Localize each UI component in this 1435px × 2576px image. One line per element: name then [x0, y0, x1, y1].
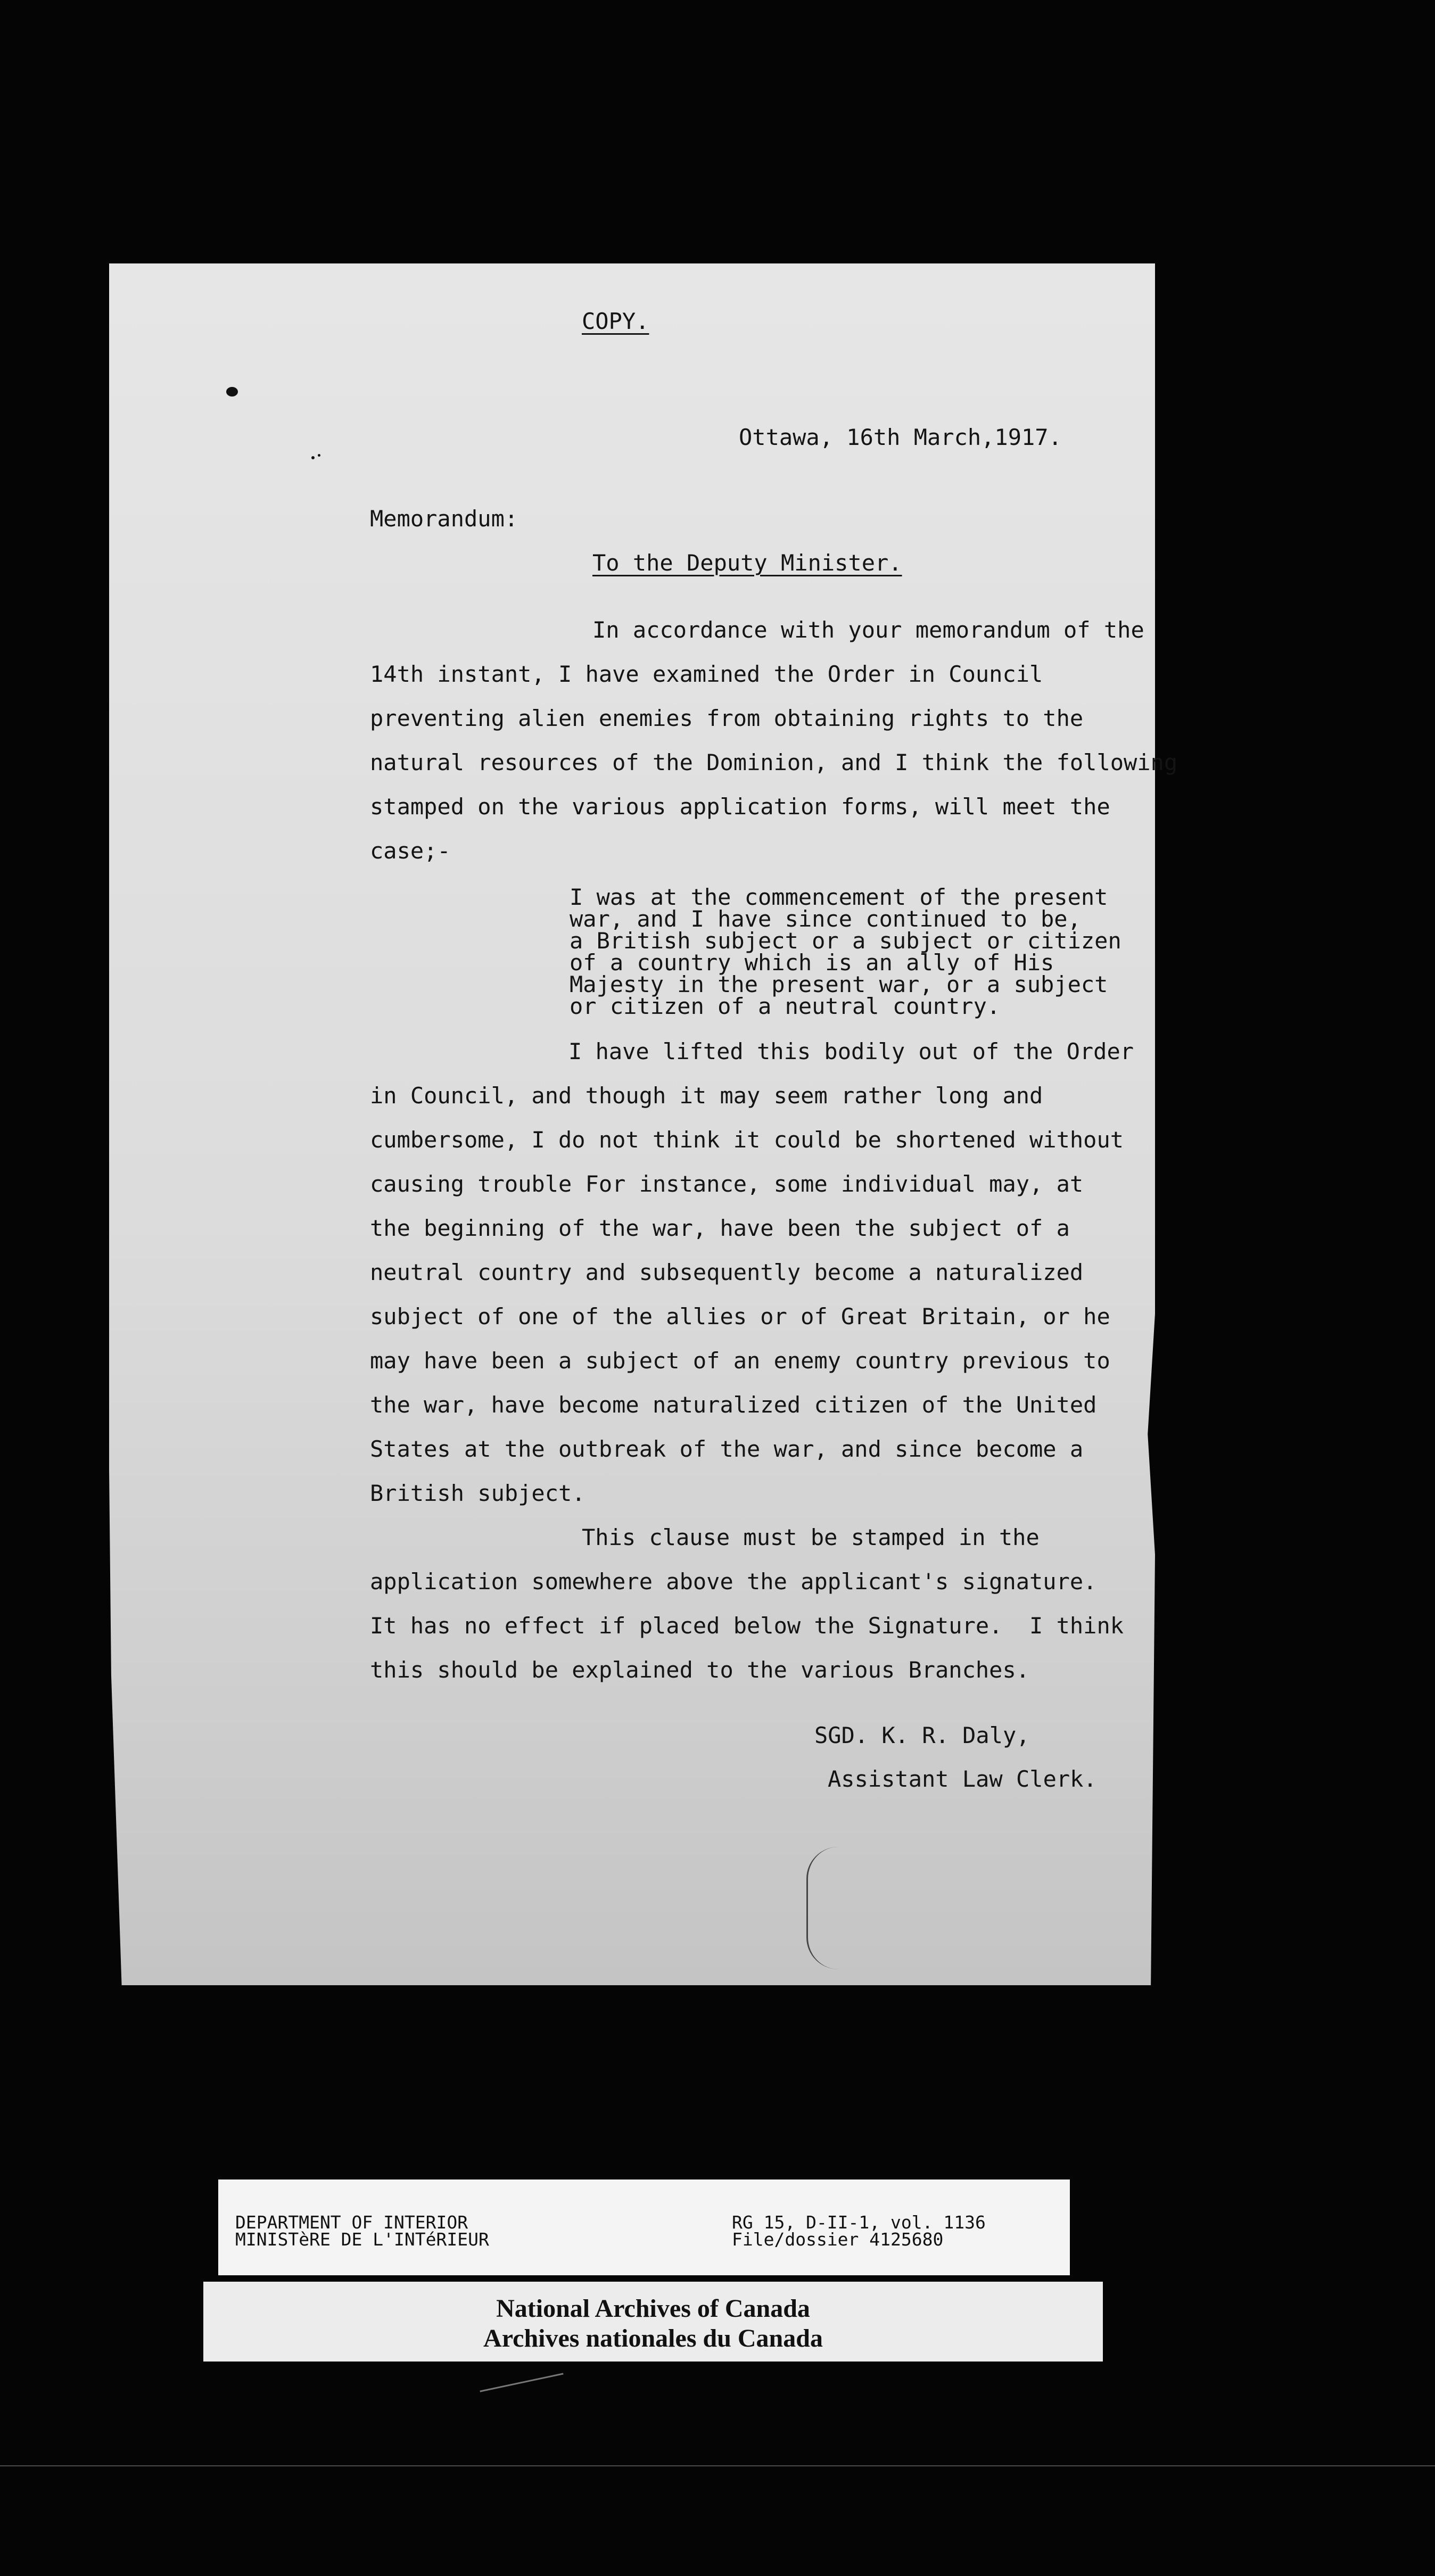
body-line: neutral country and subsequently become a naturalized [370, 1259, 1084, 1285]
quote-line: a British subject or a subject or citizen [570, 928, 1121, 954]
archives-name-english: National Archives of Canada [496, 2294, 810, 2323]
body-line: natural resources of the Dominion, and I think the following [370, 749, 1178, 775]
archives-banner [203, 2282, 1103, 2362]
body-line: cumbersome, I do not think it could be shortened without [370, 1127, 1124, 1153]
quote-line: or citizen of a neutral country. [570, 993, 1001, 1019]
quoted-clause [570, 886, 1121, 1017]
body-line: States at the outbreak of the war, and since become a [370, 1436, 1084, 1462]
signature-name: SGD. K. R. Daly, [814, 1722, 1030, 1748]
copy-heading: COPY. [582, 308, 649, 334]
body-line: application somewhere above the applicant's signature. [370, 1568, 1097, 1595]
body-line: In accordance with your memorandum of the [592, 617, 1144, 643]
body-line: the war, have become naturalized citizen of the United [370, 1392, 1097, 1418]
body-line: 14th instant, I have examined the Order in Council [370, 661, 1043, 687]
body-line: subject of one of the allies or of Great Britain, or he [370, 1303, 1110, 1330]
scan-scratch [480, 2373, 563, 2392]
ink-blot [226, 387, 238, 397]
memo-label: Memorandum: [370, 506, 518, 532]
body-line: case;- [370, 838, 451, 864]
body-line: causing trouble For instance, some individual may, at [370, 1171, 1084, 1197]
body-line: in Council, and though it may seem rather long and [370, 1083, 1043, 1109]
body-line: stamped on the various application forms, will meet the [370, 794, 1110, 820]
quote-line: war, and I have since continued to be, [570, 906, 1081, 932]
quote-line: Majesty in the present war, or a subject [570, 971, 1108, 997]
department-french: MINISTèRE DE L'INTéRIEUR [235, 2229, 489, 2250]
ink-speck [311, 456, 315, 459]
body-line: may have been a subject of an enemy country previous to [370, 1348, 1110, 1374]
quote-line: I was at the commencement of the present [570, 884, 1108, 910]
body-line: It has no effect if placed below the Signature. I think [370, 1613, 1124, 1639]
body-line: I have lifted this bodily out of the Order [568, 1038, 1134, 1064]
ink-speck [318, 454, 320, 457]
department-english: DEPARTMENT OF INTERIOR [235, 2212, 468, 2233]
body-line: British subject. [370, 1480, 585, 1506]
addressee: To the Deputy Minister. [592, 550, 902, 576]
body-line: preventing alien enemies from obtaining rights to the [370, 705, 1084, 731]
body-line: This clause must be stamped in the [582, 1524, 1040, 1550]
signature-title: Assistant Law Clerk. [828, 1766, 1097, 1792]
record-group-reference: RG 15, D-II-1, vol. 1136 [732, 2212, 986, 2233]
archives-name-french: Archives nationales du Canada [483, 2324, 823, 2352]
body-line: this should be explained to the various Branches. [370, 1657, 1030, 1683]
pen-mark [806, 1847, 840, 1969]
archive-reference-label [218, 2179, 1070, 2275]
scan-edge-line [0, 2465, 1435, 2466]
dateline: Ottawa, 16th March,1917. [739, 424, 1062, 450]
file-number: File/dossier 4125680 [732, 2229, 944, 2250]
body-line: the beginning of the war, have been the subject of a [370, 1215, 1070, 1241]
quote-line: of a country which is an ally of His [570, 950, 1054, 976]
